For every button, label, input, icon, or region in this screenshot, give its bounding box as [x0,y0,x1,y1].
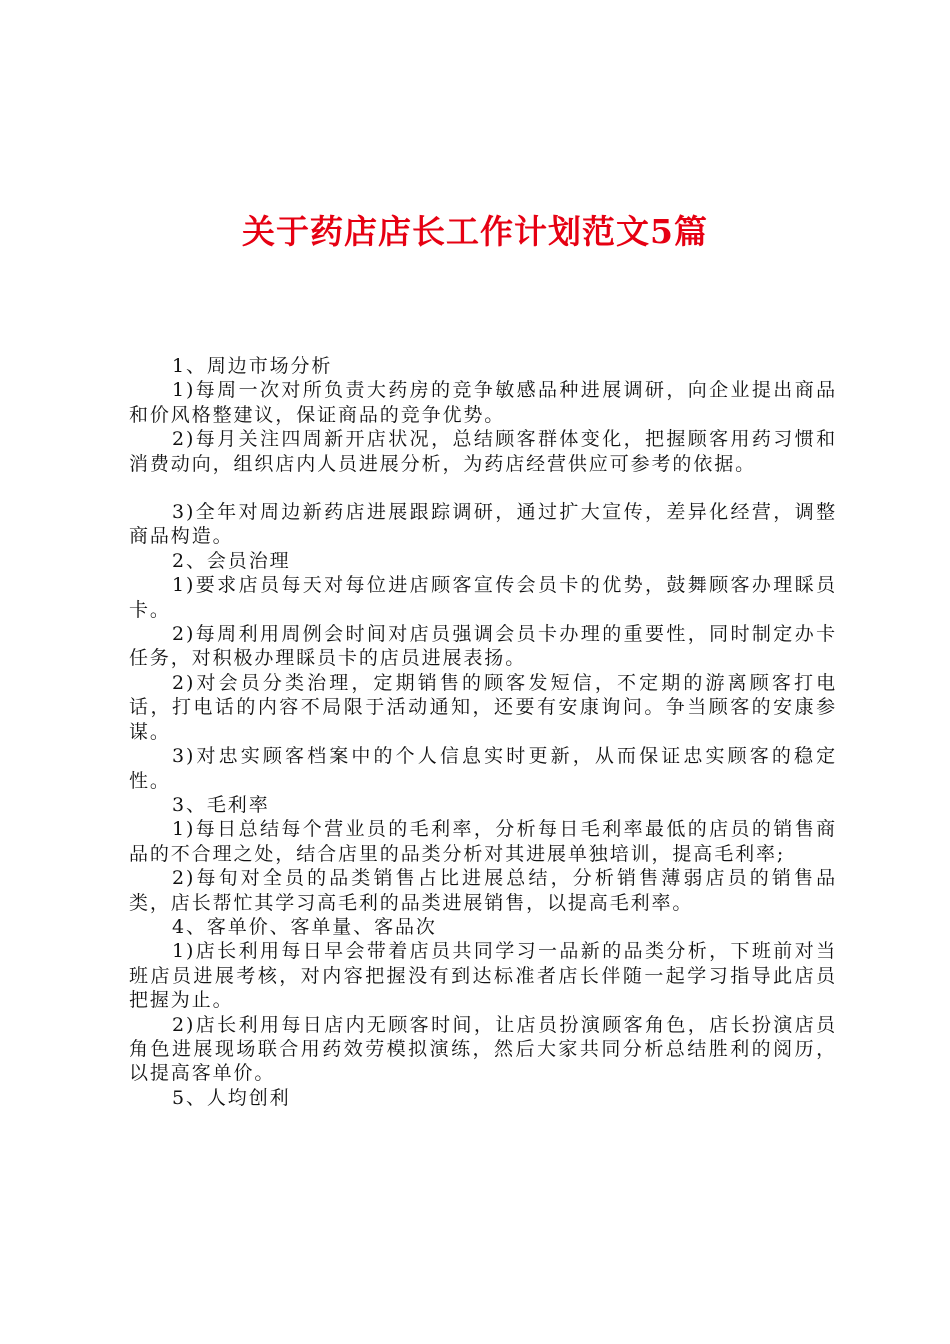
paragraph: 1)每日总结每个营业员的毛利率，分析每日毛利率最低的店员的销售商品的不合理之处，结合店里的品类分析对其进展单独培训，提高毛利率; [129,818,837,865]
paragraph: 2)每月关注四周新开店状况，总结顾客群体变化，把握顾客用药习惯和消费动向，组织店内人员进展分析，为药店经营供应可参考的依据。 [129,428,837,475]
paragraph: 2)每周利用周例会时间对店员强调会员卡办理的重要性，同时制定办卡任务，对积极办理睬员卡的店员进展表扬。 [129,623,837,670]
section-heading-per-capita-profit: 5、人均创利 [172,1086,291,1109]
section-heading-customer-price: 4、客单价、客单量、客品次 [172,915,437,938]
paragraph: 2)每旬对全员的品类销售占比进展总结，分析销售薄弱店员的销售品类，店长帮忙其学习高毛利的品类进展销售，以提高毛利率。 [129,867,837,914]
section-heading-gross-margin: 3、毛利率 [172,793,270,816]
paragraph: 3)全年对周边新药店进展跟踪调研，通过扩大宣传，差异化经营，调整商品构造。 [129,501,837,548]
paragraph: 3)对忠实顾客档案中的个人信息实时更新，从而保证忠实顾客的稳定性。 [129,745,837,792]
paragraph: 1)每周一次对所负责大药房的竞争敏感品种进展调研，向企业提出商品和价风格整建议，保证商品的竞争优势。 [129,379,837,426]
paragraph: 1)店长利用每日早会带着店员共同学习一品新的品类分析，下班前对当班店员进展考核，对内容把握没有到达标准者店长伴随一起学习指导此店员把握为止。 [129,940,837,1012]
paragraph: 2)对会员分类治理，定期销售的顾客发短信，不定期的游离顾客打电话，打电话的内容不局限于活动通知，还要有安康询问。争当顾客的安康参谋。 [129,671,837,743]
section-heading-market-analysis: 1、周边市场分析 [172,355,333,377]
document-title: 关于药店店长工作计划范文5篇 [242,212,708,251]
section-heading-member-management: 2、会员治理 [172,549,291,572]
paragraph: 2)店长利用每日店内无顾客时间，让店员扮演顾客角色，店长扮演店员角色进展现场联合用药效劳模拟演练，然后大家共同分析总结胜利的阅历，以提高客单价。 [129,1013,837,1085]
paragraph: 1)要求店员每天对每位进店顾客宣传会员卡的优势，鼓舞顾客办理睬员卡。 [129,574,837,621]
document-body [129,354,837,1110]
